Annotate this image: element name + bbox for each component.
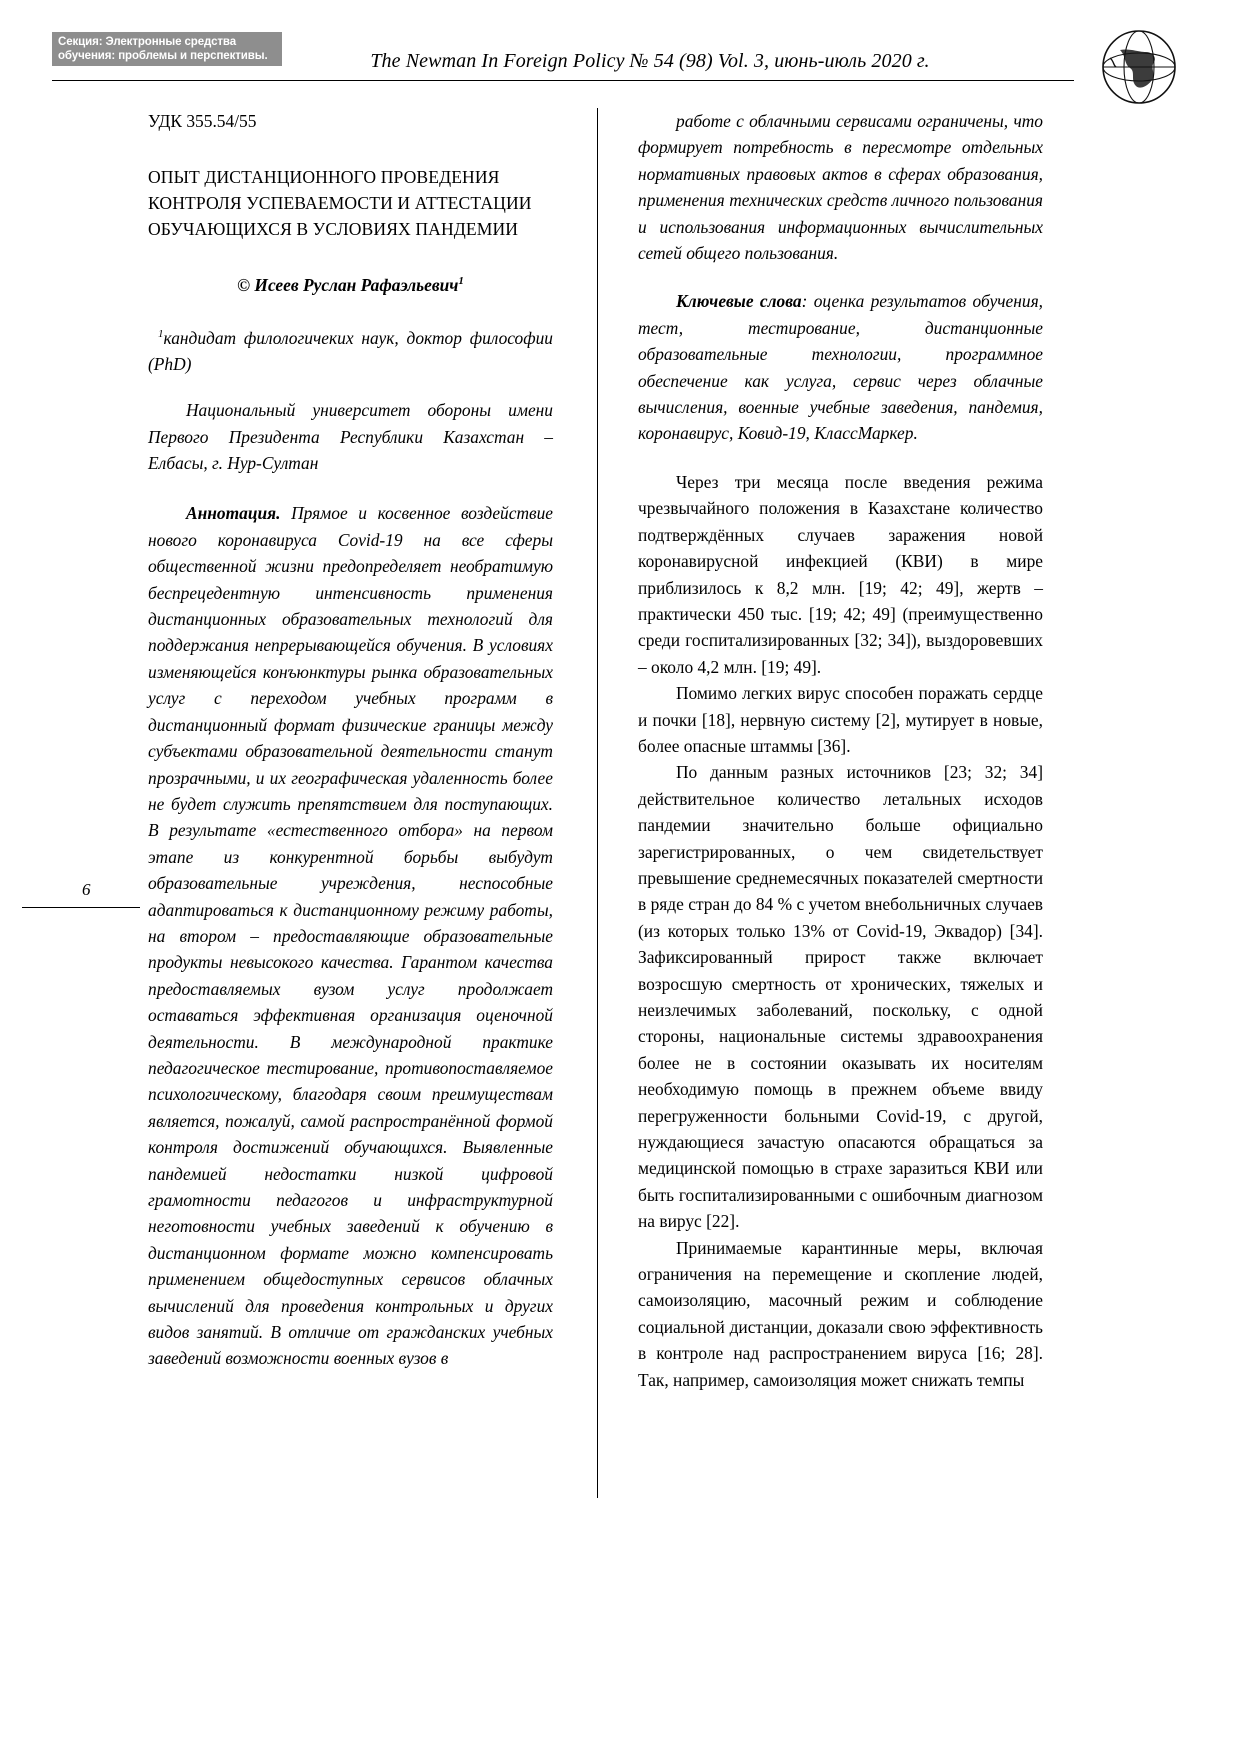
keywords-label: Ключевые слова: [676, 291, 802, 312]
header-divider: [52, 80, 1074, 81]
author-name: [148, 268, 553, 298]
abstract-text: Прямое и косвенное воздействие нового коронавируса Covid-19 на все сферы общественной жизни предопределяет необратимую беспрецедентную интенсивность применения дистанционных образовательных технологий для поддержания непрерывающейся обучения. В условиях изменяющейся конъюнктуры рынка образовательных услуг с переходом учебных программ в дистанционный формат физические границы между субъектами образовательной деятельности станут прозрачными, и их географическая удаленность более не будет служить препятствием для поступающих. В результате «естественного отбора» на первом этапе из конкурентной борьбы выбудут образовательные учреждения, неспособные адаптироваться к дистанционному режиму работы, на втором – предоставляющие образовательные продукты невысокого качества. Гарантом качества предоставляемых вузом услуг продолжает оставаться эффективная организация оценочной деятельности. В международной практике педагогическое тестирование, противопоставляемое психологическому, благодаря своим преимуществам является, пожалуй, самой распространённой формой контроля достижений обучающихся. Выявленные пандемией недостатки низкой цифровой грамотности педагогов и инфраструктурной неготовности учебных заведений к обучению в дистанционном формате можно компенсировать применением общедоступных сервисов облачных вычислений для проведения контрольных и других видов занятий. В отличие от гражданских учебных заведений возможности военных вузов в: [148, 503, 553, 1369]
body-paragraph-2: Помимо легких вирус способен поражать сердце и почки [18], нервную систему [2], мутирует в новые, более опасные штаммы [36].: [638, 683, 1043, 756]
body-paragraph-1: Через три месяца после введения режима чрезвычайного положения в Казахстане количество подтверждённых случаев заражения новой коронавирусной инфекцией (КВИ) в мире приблизилось к 8,2 млн. [19; 42; 49], жертв – практически 450 тыс. [19; 42; 49] (преимущественно среди госпитализированных [32; 34]), выздоровевших – около 4,2 млн. [19; 49].: [638, 471, 1043, 677]
university-affiliation: Национальный университет обороны имени Первого Президента Республики Казахстан – Елбасы, г. Нур-Султан: [148, 400, 553, 474]
left-column: [148, 108, 553, 1372]
affiliation-footnote-marker: 1: [158, 327, 164, 340]
globe-icon: [1100, 28, 1178, 106]
author-footnote-marker: 1: [458, 275, 464, 288]
udk-code: УДК 355.54/55: [148, 111, 257, 131]
author-affiliation: [148, 321, 553, 378]
journal-title: The Newman In Foreign Policy № 54 (98) Vol. 3, июнь-июль 2020 г.: [370, 50, 930, 72]
abstract-continuation: работе с облачными сервисами ограничены, что формирует потребность в пересмотре отдельных нормативных правовых актов в сферах образования, применения технических средств личного пользования и использования информационных вычислительных сетей общего пользования.: [638, 111, 1043, 264]
page-number-rule: [22, 907, 140, 908]
article-title: ОПЫТ ДИСТАНЦИОННОГО ПРОВЕДЕНИЯ КОНТРОЛЯ УСПЕВАЕМОСТИ И АТТЕСТАЦИИ ОБУЧАЮЩИХСЯ В УСЛОВИЯХ ПАНДЕМИИ: [148, 167, 532, 240]
page-body: [148, 108, 1092, 1668]
body-paragraph-3: По данным разных источников [23; 32; 34] действительное количество летальных исходов пандемии значительно больше официально зарегистрированных, о чем свидетельствует превышение среднемесячных показателей смертности в ряде стран до 84 % с учетом внебольничных случаев (из которых только 13% от Covid-19, Эквадор) [34]. Зафиксированный прирост также включает возросшую смертность от хронических, тяжелых и неизлечимых заболеваний, поскольку, с одной стороны, национальные системы здравоохранения более не в состоянии оказывать их носителям необходимую помощь в прежнем объеме ввиду перегруженности больными Covid-19, с другой, нуждающиеся зачастую опасаются обращаться за медицинской помощью в страхе заразиться КВИ или быть госпитализированными с ошибочным диагнозом на вирус [22].: [638, 762, 1043, 1232]
page-header: [0, 28, 1240, 106]
author-label: © Исеев Руслан Рафаэльевич: [237, 275, 459, 296]
abstract-paragraph: [148, 500, 553, 1371]
body-paragraph-4: Принимаемые карантинные меры, включая ограничения на перемещение и скопление людей, самоизоляцию, масочный режим и соблюдение социальной дистанции, доказали свою эффективность в контроле над распространением вируса [16; 28]. Так, например, самоизоляция может снижать темпы: [638, 1237, 1043, 1390]
section-tag: Секция: Электронные средства обучения: проблемы и перспективы.: [52, 32, 282, 66]
page-number: 6: [82, 880, 91, 899]
right-column: [638, 108, 1043, 1393]
abstract-label: Аннотация.: [186, 503, 281, 524]
keywords-paragraph: [638, 288, 1043, 446]
keywords-text: : оценка результатов обучения, тест, тестирование, дистанционные образовательные технологии, программное обеспечение как услуга, сервис через облачные вычисления, военные учебные заведения, пандемия, коронавирус, Ковид-19, КлассМаркер.: [638, 291, 1043, 444]
column-divider: [597, 108, 598, 1498]
affiliation-text: кандидат филологичеких наук, доктор философии (PhD): [148, 327, 553, 374]
